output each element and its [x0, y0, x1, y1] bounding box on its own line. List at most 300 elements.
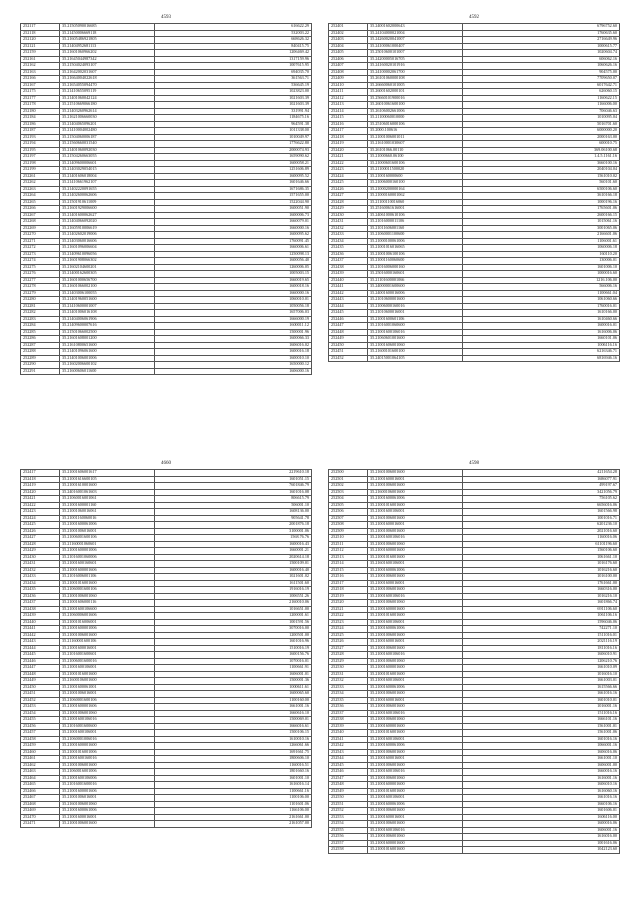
value-cell: 7601846.79 [155, 483, 312, 490]
value-cell: 1666016.61 [155, 723, 312, 730]
value-cell: 331991.94 [155, 108, 312, 115]
coordinate-cell: 35.21403029054015 [60, 167, 155, 174]
id-cell: 252463 [21, 769, 60, 776]
value-cell: 2161661.00 [155, 814, 312, 821]
id-cell: 252524 [329, 626, 368, 633]
value-cell: 6911106.60 [463, 606, 620, 613]
table-row [21, 368, 312, 375]
coordinate-cell: 35.21016001600016 [60, 782, 155, 789]
coordinate-cell: 35.21016001600600 [60, 723, 155, 730]
value-cell: 1060626.16 [463, 63, 620, 70]
coordinate-cell: 35.21410661962107 [60, 180, 155, 187]
coordinate-cell: 35.21001006001600 [60, 632, 155, 639]
value-cell: 130006.01 [463, 258, 620, 265]
id-cell: 252520 [329, 600, 368, 607]
value-cell: 1260006.05 [155, 264, 312, 271]
id-cell: 252501 [329, 476, 368, 483]
coordinate-cell: 35.21605486921805 [60, 37, 155, 44]
value-cell: 1616006.06 [463, 329, 620, 336]
value-cell: 1021603.39 [155, 95, 312, 102]
id-cell: 252445 [21, 652, 60, 659]
value-cell: 61101196.60 [463, 541, 620, 548]
id-cell: 252420 [329, 147, 368, 154]
value-cell: 1016001.16 [463, 704, 620, 711]
coordinate-cell: 35.25106016000106 [368, 121, 463, 128]
value-cell: 6216346.71 [463, 349, 620, 356]
id-cell: 252458 [21, 736, 60, 743]
value-cell: 1601606.01 [463, 808, 620, 815]
coordinate-cell: 35.21001600001600 [368, 665, 463, 672]
coordinate-cell: 35.21001600106016 [368, 827, 463, 834]
value-cell: 1100661.04 [463, 290, 620, 297]
id-cell: 252448 [329, 329, 368, 336]
id-cell: 252446 [329, 316, 368, 323]
coordinate-cell: 35.21601096006604 [60, 245, 155, 252]
id-cell: 252163 [21, 69, 60, 76]
id-cell: 252425 [21, 522, 60, 529]
id-cell: 252430 [329, 212, 368, 219]
value-cell: 1600058.21 [155, 160, 312, 167]
coordinate-cell: 35.21001600001600 [368, 840, 463, 847]
coordinate-cell: 35.21001600106016 [368, 652, 463, 659]
value-cell: 1561010.02 [463, 173, 620, 180]
coordinate-cell: 35.21001600106001 [368, 678, 463, 685]
value-cell: 1600095.52 [155, 173, 312, 180]
id-cell: 252263 [21, 186, 60, 193]
id-cell: 252403 [329, 37, 368, 44]
coordinate-cell: 35.21001006001600 [60, 762, 155, 769]
coordinate-cell: 35.21000100061006 [368, 238, 463, 245]
coordinate-cell: 35.2100160000600 [368, 173, 463, 180]
value-cell: 1611501.60 [155, 580, 312, 587]
coordinate-cell: 35.21001016001006 [60, 749, 155, 756]
coordinate-cell: 35.21001600106001 [60, 665, 155, 672]
coordinate-cell: 35.21001006016001 [60, 691, 155, 698]
id-cell: 252407 [329, 63, 368, 70]
id-cell: 252552 [329, 808, 368, 815]
value-cell: 1600016.43 [155, 541, 312, 548]
value-cell: 1101601.06 [155, 801, 312, 808]
id-cell: 252504 [329, 496, 368, 503]
value-cell: 1660106.16 [463, 801, 620, 808]
id-cell: 252195 [21, 147, 60, 154]
value-cell: 600010.75 [463, 141, 620, 148]
coordinate-cell: 35.21001006001060 [368, 600, 463, 607]
coordinate-cell: 35.21401060092030 [60, 147, 155, 154]
value-cell: 1100106.00 [155, 795, 312, 802]
id-cell: 252516 [329, 574, 368, 581]
id-cell: 252540 [329, 730, 368, 737]
coordinate-cell: 35.21504060006187 [60, 134, 155, 141]
value-cell: 1568.76.76 [155, 535, 312, 542]
value-cell: 1600016.01 [463, 323, 620, 330]
coordinate-cell: 35.21016006001106 [60, 574, 155, 581]
coordinate-cell: 35.24100061000407 [368, 43, 463, 50]
coordinate-cell: 35.21601066002100 [60, 284, 155, 291]
id-cell: 252470 [21, 814, 60, 821]
id-cell: 252271 [21, 238, 60, 245]
coordinate-cell: 35.21600606011600 [60, 368, 155, 375]
value-cell: 1606001.16 [463, 827, 620, 834]
value-cell: 1016216.10 [463, 593, 620, 600]
id-cell: 252278 [21, 284, 60, 291]
coordinate-cell: 35.21001600001600 [368, 723, 463, 730]
id-cell: 252186 [21, 121, 60, 128]
coordinate-cell: 35.21001600106016 [368, 329, 463, 336]
value-cell: 2716649.96 [463, 37, 620, 44]
coordinate-cell: 35.21001600106600 [60, 606, 155, 613]
id-cell: 252434 [329, 238, 368, 245]
coordinate-cell: 35.21401600062627 [60, 212, 155, 219]
id-cell: 252551 [329, 801, 368, 808]
id-cell: 252433 [329, 232, 368, 239]
value-cell: 1006116.16 [463, 342, 620, 349]
value-cell: 1.4.5.1161.16 [463, 154, 620, 161]
coordinate-cell: 35.21000200000164 [368, 186, 463, 193]
id-cell: 252558 [329, 847, 368, 854]
coordinate-cell: 35.21100110016060 [368, 199, 463, 206]
value-cell: 1600066.33 [155, 336, 312, 343]
id-cell: 252447 [329, 323, 368, 330]
coordinate-cell: 35.21001016001600 [368, 554, 463, 561]
coordinate-cell: 35.21006001600106 [60, 535, 155, 542]
coordinate-cell: 35.21404065096201 [60, 121, 155, 128]
coordinate-cell: 35.21001600001606 [60, 704, 155, 711]
id-cell: 252439 [21, 613, 60, 620]
id-cell: 252529 [329, 658, 368, 665]
id-cell: 252435 [21, 587, 60, 594]
id-cell: 252545 [329, 762, 368, 769]
coordinate-cell: 35.21001006001600 [368, 691, 463, 698]
value-cell: 369.06100.68 [463, 147, 620, 154]
coordinate-cell: 35.21001606001060 [368, 342, 463, 349]
id-cell: 252275 [21, 264, 60, 271]
value-cell: 1601010.01 [463, 697, 620, 704]
id-cell: 252441 [329, 284, 368, 291]
id-cell: 252197 [21, 154, 60, 161]
coordinate-cell: 35.21001006100106 [368, 251, 463, 258]
value-cell: 1251606.89 [155, 167, 312, 174]
coordinate-cell: 35.21001006001600 [368, 574, 463, 581]
id-cell: 252544 [329, 756, 368, 763]
coordinate-cell: 35.21060601001600 [368, 336, 463, 343]
coordinate-cell: 35.21001600106016 [368, 769, 463, 776]
coordinate-cell: 35.21001600106001 [60, 730, 155, 737]
value-cell: 668626.32 [155, 37, 312, 44]
value-cell: 1522044.90 [155, 199, 312, 206]
id-cell: 252534 [329, 691, 368, 698]
id-cell: 252270 [21, 232, 60, 239]
value-cell: 1660001.21 [155, 548, 312, 555]
value-cell: 1661016.16 [463, 795, 620, 802]
value-cell: 536645.19 [155, 82, 312, 89]
coordinate-cell: 35.21001016001600 [368, 613, 463, 620]
id-cell: 252471 [21, 821, 60, 828]
coordinate-cell: 35.24160020101916 [368, 63, 463, 70]
value-cell: 3070016.00 [155, 626, 312, 633]
id-cell: 252121 [21, 43, 60, 50]
value-cell: 1050056.18 [155, 303, 312, 310]
value-cell: 6201236.10 [463, 522, 620, 529]
coordinate-cell: 35.21001016001600 [368, 788, 463, 795]
value-cell: 2000074.93 [155, 147, 312, 154]
id-cell: 252464 [21, 775, 60, 782]
id-cell: 252521 [329, 606, 368, 613]
coordinate-cell: 35.21601006001600 [368, 515, 463, 522]
value-cell: 1650000.12 [155, 362, 312, 369]
coordinate-cell: 35.21006000160016 [368, 303, 463, 310]
coordinate-cell: 35.21601608001200 [60, 336, 155, 343]
coordinate-cell: 35.21001600106001 [368, 736, 463, 743]
value-cell: 1660316.00 [463, 587, 620, 594]
value-cell: 1200001.61 [155, 613, 312, 620]
coordinate-cell: 35.21001600061006 [368, 743, 463, 750]
coordinate-cell: 35.21401006001006 [60, 355, 155, 362]
value-cell: 1661001.10 [463, 756, 620, 763]
coordinate-cell: 35.21060016001006 [60, 769, 155, 776]
coordinate-cell: 35.21001600106016 [368, 593, 463, 600]
value-cell: 566006.16 [463, 284, 620, 291]
coordinate-cell: 35.21001600001006 [60, 548, 155, 555]
id-cell: 252437 [329, 258, 368, 265]
id-cell: 252511 [329, 541, 368, 548]
value-cell: 1811016.16 [463, 645, 620, 652]
id-cell: 252451 [329, 349, 368, 356]
value-cell: 1016176.60 [463, 561, 620, 568]
value-cell: 1560106.60 [463, 548, 620, 555]
coordinate-cell: 35.21016000011106 [368, 219, 463, 226]
id-cell: 252430 [21, 554, 60, 561]
coordinate-cell: 35.21001600160601 [60, 561, 155, 568]
id-cell: 252513 [329, 554, 368, 561]
id-cell: 252460 [21, 749, 60, 756]
coordinate-cell: 35.21001600106001 [368, 619, 463, 626]
id-cell: 252411 [329, 89, 368, 96]
id-cell: 252199 [21, 167, 60, 174]
id-cell: 252408 [329, 69, 368, 76]
id-cell: 252281 [21, 303, 60, 310]
id-cell: 252543 [329, 749, 368, 756]
coordinate-cell: 35.21006000160100 [368, 180, 463, 187]
id-cell: 252274 [21, 258, 60, 265]
coordinate-cell: 35.21010600016001 [368, 310, 463, 317]
value-cell: 5016701.60 [463, 121, 620, 128]
coordinate-cell: 35.21001610001600 [60, 483, 155, 490]
value-cell: 1606010.16 [463, 782, 620, 789]
coordinate-cell: 35.26660060101005 [368, 82, 463, 89]
coordinate-cell: 35.21001006001060 [368, 658, 463, 665]
coordinate-cell: 35.21601908066302 [60, 258, 155, 265]
coordinate-cell: 35.21016001060600 [368, 323, 463, 330]
id-cell: 252443 [21, 639, 60, 646]
coordinate-cell: 35.21409610096056 [60, 251, 155, 258]
id-cell: 252548 [329, 782, 368, 789]
id-cell: 252539 [329, 723, 368, 730]
id-cell: 252436 [21, 593, 60, 600]
id-cell: 252508 [329, 522, 368, 529]
coordinate-cell: 35.21001006001600 [368, 808, 463, 815]
value-cell: 1600006.73 [155, 212, 312, 219]
id-cell: 252426 [329, 186, 368, 193]
coordinate-cell: 35.21001060016061 [60, 509, 155, 516]
value-cell: 1571655.00 [155, 193, 312, 200]
coordinate-cell: 35.21601006001060 [60, 801, 155, 808]
coordinate-cell: 35.21001600061006 [368, 626, 463, 633]
coordinate-cell: 35.21001600001600 [60, 743, 155, 750]
coordinate-cell: 35.21601929006600 [60, 206, 155, 213]
id-cell: 252440 [21, 619, 60, 626]
value-cell: 6796752.60 [463, 24, 620, 31]
coordinate-cell: 35.21001600016001 [368, 756, 463, 763]
coordinate-cell: 35.21510669066180 [60, 102, 155, 109]
coordinate-cell: 35.21001160060016 [60, 515, 155, 522]
value-cell: 1600051.90 [155, 206, 312, 213]
id-cell: 252450 [21, 684, 60, 691]
coordinate-cell: 35.21000660.06100 [368, 154, 463, 161]
value-cell: 6656016.06 [463, 502, 620, 509]
coordinate-cell: 35.21409600007616 [60, 323, 155, 330]
value-cell: 1660101.06 [463, 336, 620, 343]
id-cell: 252452 [21, 697, 60, 704]
id-cell: 252438 [329, 264, 368, 271]
coordinate-cell: 35.21600101600100 [368, 349, 463, 356]
value-cell: 1610166.00 [463, 310, 620, 317]
coordinate-cell: 35.21501066002500 [60, 329, 155, 336]
id-cell: 252515 [329, 567, 368, 574]
coordinate-cell: 35.21001600016001 [368, 580, 463, 587]
coordinate-cell: 35.25660101900016 [368, 95, 463, 102]
value-cell: 1011338.00 [155, 128, 312, 135]
id-cell: 252402 [329, 30, 368, 37]
coordinate-cell: 35.21410655095119 [60, 89, 155, 96]
table-row [21, 821, 312, 828]
coordinate-cell: 35.21001606000116 [60, 600, 155, 607]
value-cell: 2219610.18 [155, 470, 312, 477]
value-cell: 1606000.16 [155, 368, 312, 375]
id-cell: 252161 [21, 56, 60, 63]
coordinate-cell: 35.21160001060601 [60, 541, 155, 548]
id-cell: 252194 [21, 141, 60, 148]
id-cell: 252267 [21, 212, 60, 219]
coordinate-cell: 35.21410004002480 [60, 128, 155, 135]
id-cell: 252431 [329, 219, 368, 226]
id-cell: 252269 [21, 225, 60, 232]
id-cell: 252419 [21, 483, 60, 490]
value-cell: 1596046.06 [463, 619, 620, 626]
id-cell: 252167 [21, 82, 60, 89]
page-4592 [328, 14, 620, 362]
coordinate-cell: 35.21001600106006 [60, 775, 155, 782]
coordinate-cell: 35.21400162600305 [60, 271, 155, 278]
coordinate-cell: 35.21001006001011 [368, 134, 463, 141]
coordinate-cell: 35.21001016001600 [368, 502, 463, 509]
coordinate-cell: 35.21602104600201 [60, 264, 155, 271]
value-cell: 1760091.45 [155, 238, 312, 245]
value-cell: 4211654.28 [463, 470, 620, 477]
id-cell: 252442 [21, 632, 60, 639]
id-cell: 252193 [21, 134, 60, 141]
value-cell: 2001876.18 [155, 522, 312, 529]
value-cell: 1600065.60 [155, 691, 312, 698]
id-cell: 252459 [21, 743, 60, 750]
id-cell: 252542 [329, 743, 368, 750]
id-cell: 252519 [329, 593, 368, 600]
id-cell: 252276 [21, 271, 60, 278]
coordinate-cell: 35.24260020041007 [368, 37, 463, 44]
id-cell: 252528 [329, 652, 368, 659]
value-cell: 2600166.15 [463, 212, 620, 219]
id-cell: 252556 [329, 834, 368, 841]
id-cell: 252404 [329, 43, 368, 50]
id-cell: 252466 [21, 788, 60, 795]
id-cell: 252421 [329, 154, 368, 161]
value-cell: 1005003.15 [155, 271, 312, 278]
id-cell: 252283 [21, 316, 60, 323]
value-cell: 1601566.98 [463, 509, 620, 516]
value-cell: 1060010.01 [155, 297, 312, 304]
value-cell: 1561001.01 [463, 723, 620, 730]
value-cell: 1660079.01 [155, 219, 312, 226]
coordinate-cell: 35.21600106001600 [368, 489, 463, 496]
value-cell: 1660616.10 [155, 710, 312, 717]
coordinate-cell: 35.21001600016001 [60, 645, 155, 652]
coordinate-cell: 35.21001600601106 [368, 316, 463, 323]
id-cell: 252443 [329, 297, 368, 304]
id-cell: 252429 [329, 206, 368, 213]
coordinate-cell: 35.21001006001600 [368, 587, 463, 594]
value-cell: 6000000.20 [463, 128, 620, 135]
coordinate-cell: 35.21001016001600 [60, 580, 155, 587]
value-cell: 1216.106.00 [463, 277, 620, 284]
id-cell: 252557 [329, 840, 368, 847]
coordinate-cell: 35.21001600016001 [368, 522, 463, 529]
value-cell: 1761661.00 [463, 580, 620, 587]
coordinate-cell: 35.21001600001160 [60, 502, 155, 509]
value-cell: 616622.29 [155, 24, 312, 31]
id-cell: 252451 [21, 691, 60, 698]
id-cell: 252546 [329, 769, 368, 776]
id-cell: 252288 [21, 349, 60, 356]
coordinate-cell: 35.21001006001600 [368, 704, 463, 711]
value-cell: 742271.10 [463, 626, 620, 633]
value-cell: 1020604.74 [463, 50, 620, 57]
coordinate-cell: 35.21001600016001 [368, 639, 463, 646]
value-cell: 1660000.16 [155, 225, 312, 232]
value-cell: 1601016.08 [155, 489, 312, 496]
id-cell: 252266 [21, 206, 60, 213]
value-cell: 6500106.60 [463, 186, 620, 193]
value-cell: 1606016.02 [155, 342, 312, 349]
value-cell: 1500106.15 [155, 730, 312, 737]
id-cell: 252536 [329, 704, 368, 711]
coordinate-cell: 35.21001600061001 [60, 684, 155, 691]
coordinate-cell: 35.21404006061906 [60, 316, 155, 323]
page-number: 4593 [161, 15, 171, 20]
id-cell: 252461 [21, 756, 60, 763]
value-cell: 2040104.04 [463, 167, 620, 174]
value-cell: 1106001.61 [463, 238, 620, 245]
value-cell: 499197.67 [463, 483, 620, 490]
value-cell: 1100160.00 [155, 697, 312, 704]
coordinate-cell: 35.26106002661006 [368, 108, 463, 115]
value-cell: 706046.63 [463, 108, 620, 115]
coordinate-cell: 35.21001006001600 [368, 483, 463, 490]
id-cell: 252272 [21, 245, 60, 252]
value-cell: 1601001.10 [155, 775, 312, 782]
value-cell: 2021016.60 [463, 528, 620, 535]
value-cell: 1601006.10 [463, 264, 620, 271]
coordinate-cell: 35.21016006000160 [368, 264, 463, 271]
